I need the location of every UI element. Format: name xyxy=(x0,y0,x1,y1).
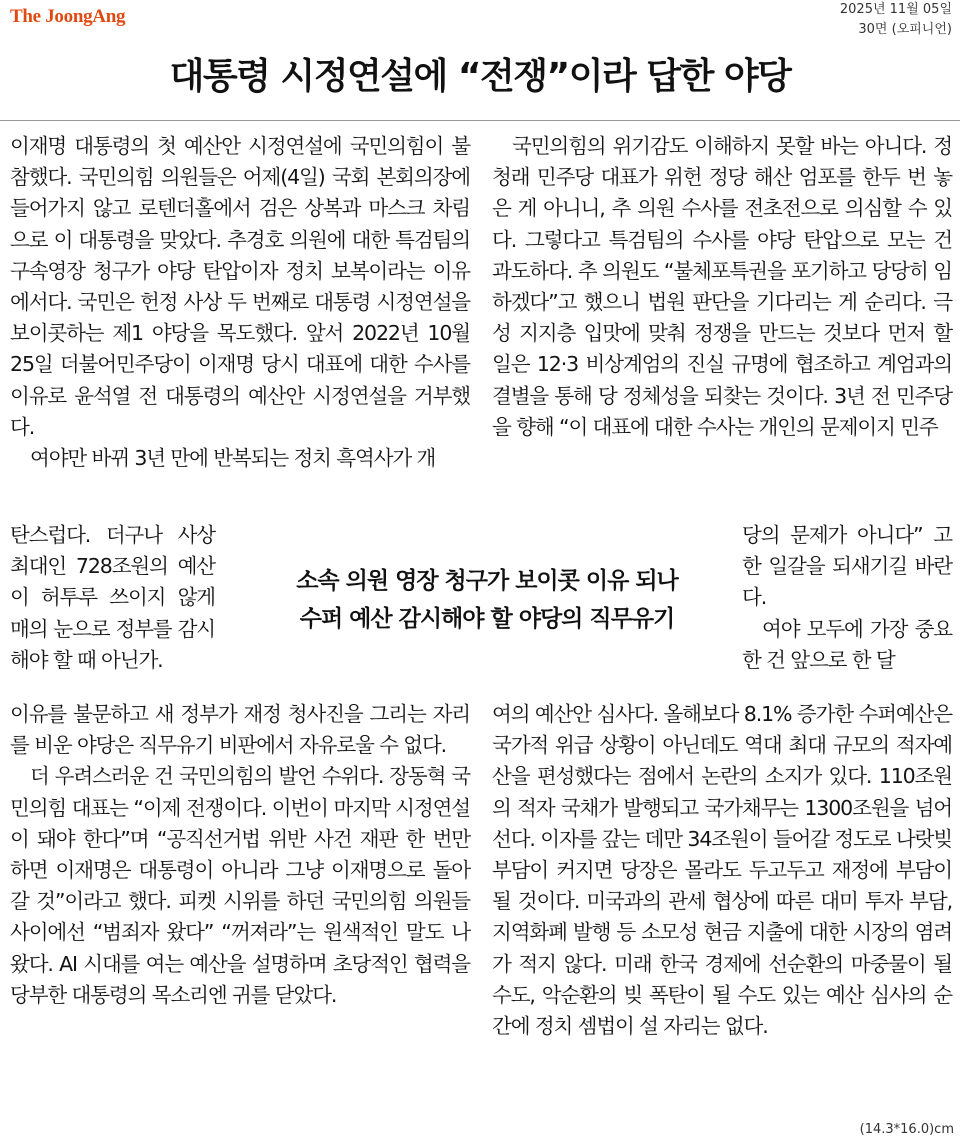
clipping-size-note: (14.3*16.0)cm xyxy=(859,1122,954,1137)
right-column-top xyxy=(492,131,952,443)
issue-date: 2025년 11월 05일 xyxy=(839,2,952,17)
right-column-bottom xyxy=(492,699,952,1042)
paragraph: 여야 모두에 가장 중요한 건 앞으로 한 달 xyxy=(742,616,952,672)
article-headline: 대통령 시정연설에 “전쟁”이라 답한 야당 xyxy=(169,56,791,97)
newspaper-logo: The JoongAng xyxy=(10,6,126,27)
left-column-wrap xyxy=(10,520,215,676)
paragraph: 탄스럽다. 더구나 사상 최대인 728조원의 예산이 허투루 쓰이지 않게 매의 눈으로 정부를 감시해야 할 때 아닌가. xyxy=(10,523,215,672)
paragraph: 여의 예산안 심사다. 올해보다 8.1% 증가한 수퍼예산은 국가적 위급 상황이 아닌데도 역대 최대 규모의 적자예산을 편성했다는 점에서 논란의 소지가 있다. 110조원의 적자 국채가 발행되고 국가채무는 1300조원을 넘어선다. 이자를 갚는 데만 34조원이 들어갈 정도로 나랏빚 부담이 커지면 당장은 몰라도 두고두고 재정에 부담이 될 것이다. 미국과의 관세 협상에 따른 대미 투자 부담, 지역화폐 발행 등 소모성 현금 지출에 대한 시장의 염려가 적지 않다. 미래 한국 경제에 선순환의 마중물이 될 수도, 악순환의 빚 폭탄이 될 수도 있는 예산 심사의 순간에 정치 셈법이 설 자리는 없다. xyxy=(492,702,952,1039)
paragraph: 더 우려스러운 건 국민의힘의 발언 수위다. 장동혁 국민의힘 대표는 “이제 전쟁이다. 이번이 마지막 시정연설이 돼야 한다”며 “공직선거법 위반 사건 재판 한 번만 하면 이재명은 대통령이 아니라 그냥 이재명으로 돌아갈 것”이라고 했다. 피켓 시위를 하던 국민의힘 의원들 사이에선 “범죄자 왔다” “꺼져라”는 원색적인 말도 나왔다. AI 시대를 여는 예산을 설명하며 초당적인 협력을 당부한 대통령의 목소리엔 귀를 닫았다. xyxy=(10,764,470,1007)
issue-meta xyxy=(840,0,952,40)
left-column-top xyxy=(10,131,470,474)
headline-divider xyxy=(0,120,960,121)
paragraph: 이유를 불문하고 새 정부가 재정 청사진을 그리는 자리를 비운 야당은 직무유기 비판에서 자유로울 수 없다. xyxy=(10,702,470,758)
paragraph: 이재명 대통령의 첫 예산안 시정연설에 국민의힘이 불참했다. 국민의힘 의원들은 어제(4일) 국회 본회의장에 들어가지 않고 로텐더홀에서 검은 상복과 마스크 차림으로 이 대통령을 맞았다. 추경호 의원에 대한 특검팀의 구속영장 청구가 야당 탄압이자 정치 보복이라는 이유에서다. 국민은 헌정 사상 두 번째로 대통령 시정연설을 보이콧하는 제1 야당을 목도했다. 앞서 2022년 10월 25일 더불어민주당이 이재명 당시 대표에 대한 수사를 이유로 윤석열 전 대통령의 예산안 시정연설을 거부했다. xyxy=(10,134,470,439)
page-section: 30면 (오피니언) xyxy=(858,22,952,37)
right-column-wrap xyxy=(742,520,952,676)
paragraph: 여야만 바뀌 3년 만에 반복되는 정치 흑역사가 개 xyxy=(30,446,436,471)
pull-quote-line: 수퍼 예산 감시해야 할 야당의 직무유기 xyxy=(299,606,675,632)
left-column-bottom xyxy=(10,699,470,1011)
pull-quote xyxy=(262,562,712,638)
paragraph: 당의 문제가 아니다” 고 한 일갈을 되새기길 바란다. xyxy=(742,523,952,610)
paragraph: 국민의힘의 위기감도 이해하지 못할 바는 아니다. 정청래 민주당 대표가 위헌 정당 해산 엄포를 한두 번 놓은 게 아니니, 추 의원 수사를 전초전으로 의심할 수 있다. 그렇다고 특검팀의 수사를 야당 탄압으로 모는 건 과도하다. 추 의원도 “불체포특권을 포기하고 당당히 임하겠다”고 했으니 법원 판단을 기다리는 게 순리다. 극성 지지층 입맛에 맞춰 정쟁을 만드는 것보다 먼저 할 일은 12·3 비상계엄의 진실 규명에 협조하고 계엄과의 결별을 통해 당 정체성을 되찾는 것이다. 3년 전 민주당을 향해 “이 대표에 대한 수사는 개인의 문제이지 민주 xyxy=(492,134,952,439)
pull-quote-line: 소속 의원 영장 청구가 보이콧 이유 되나 xyxy=(296,568,678,594)
